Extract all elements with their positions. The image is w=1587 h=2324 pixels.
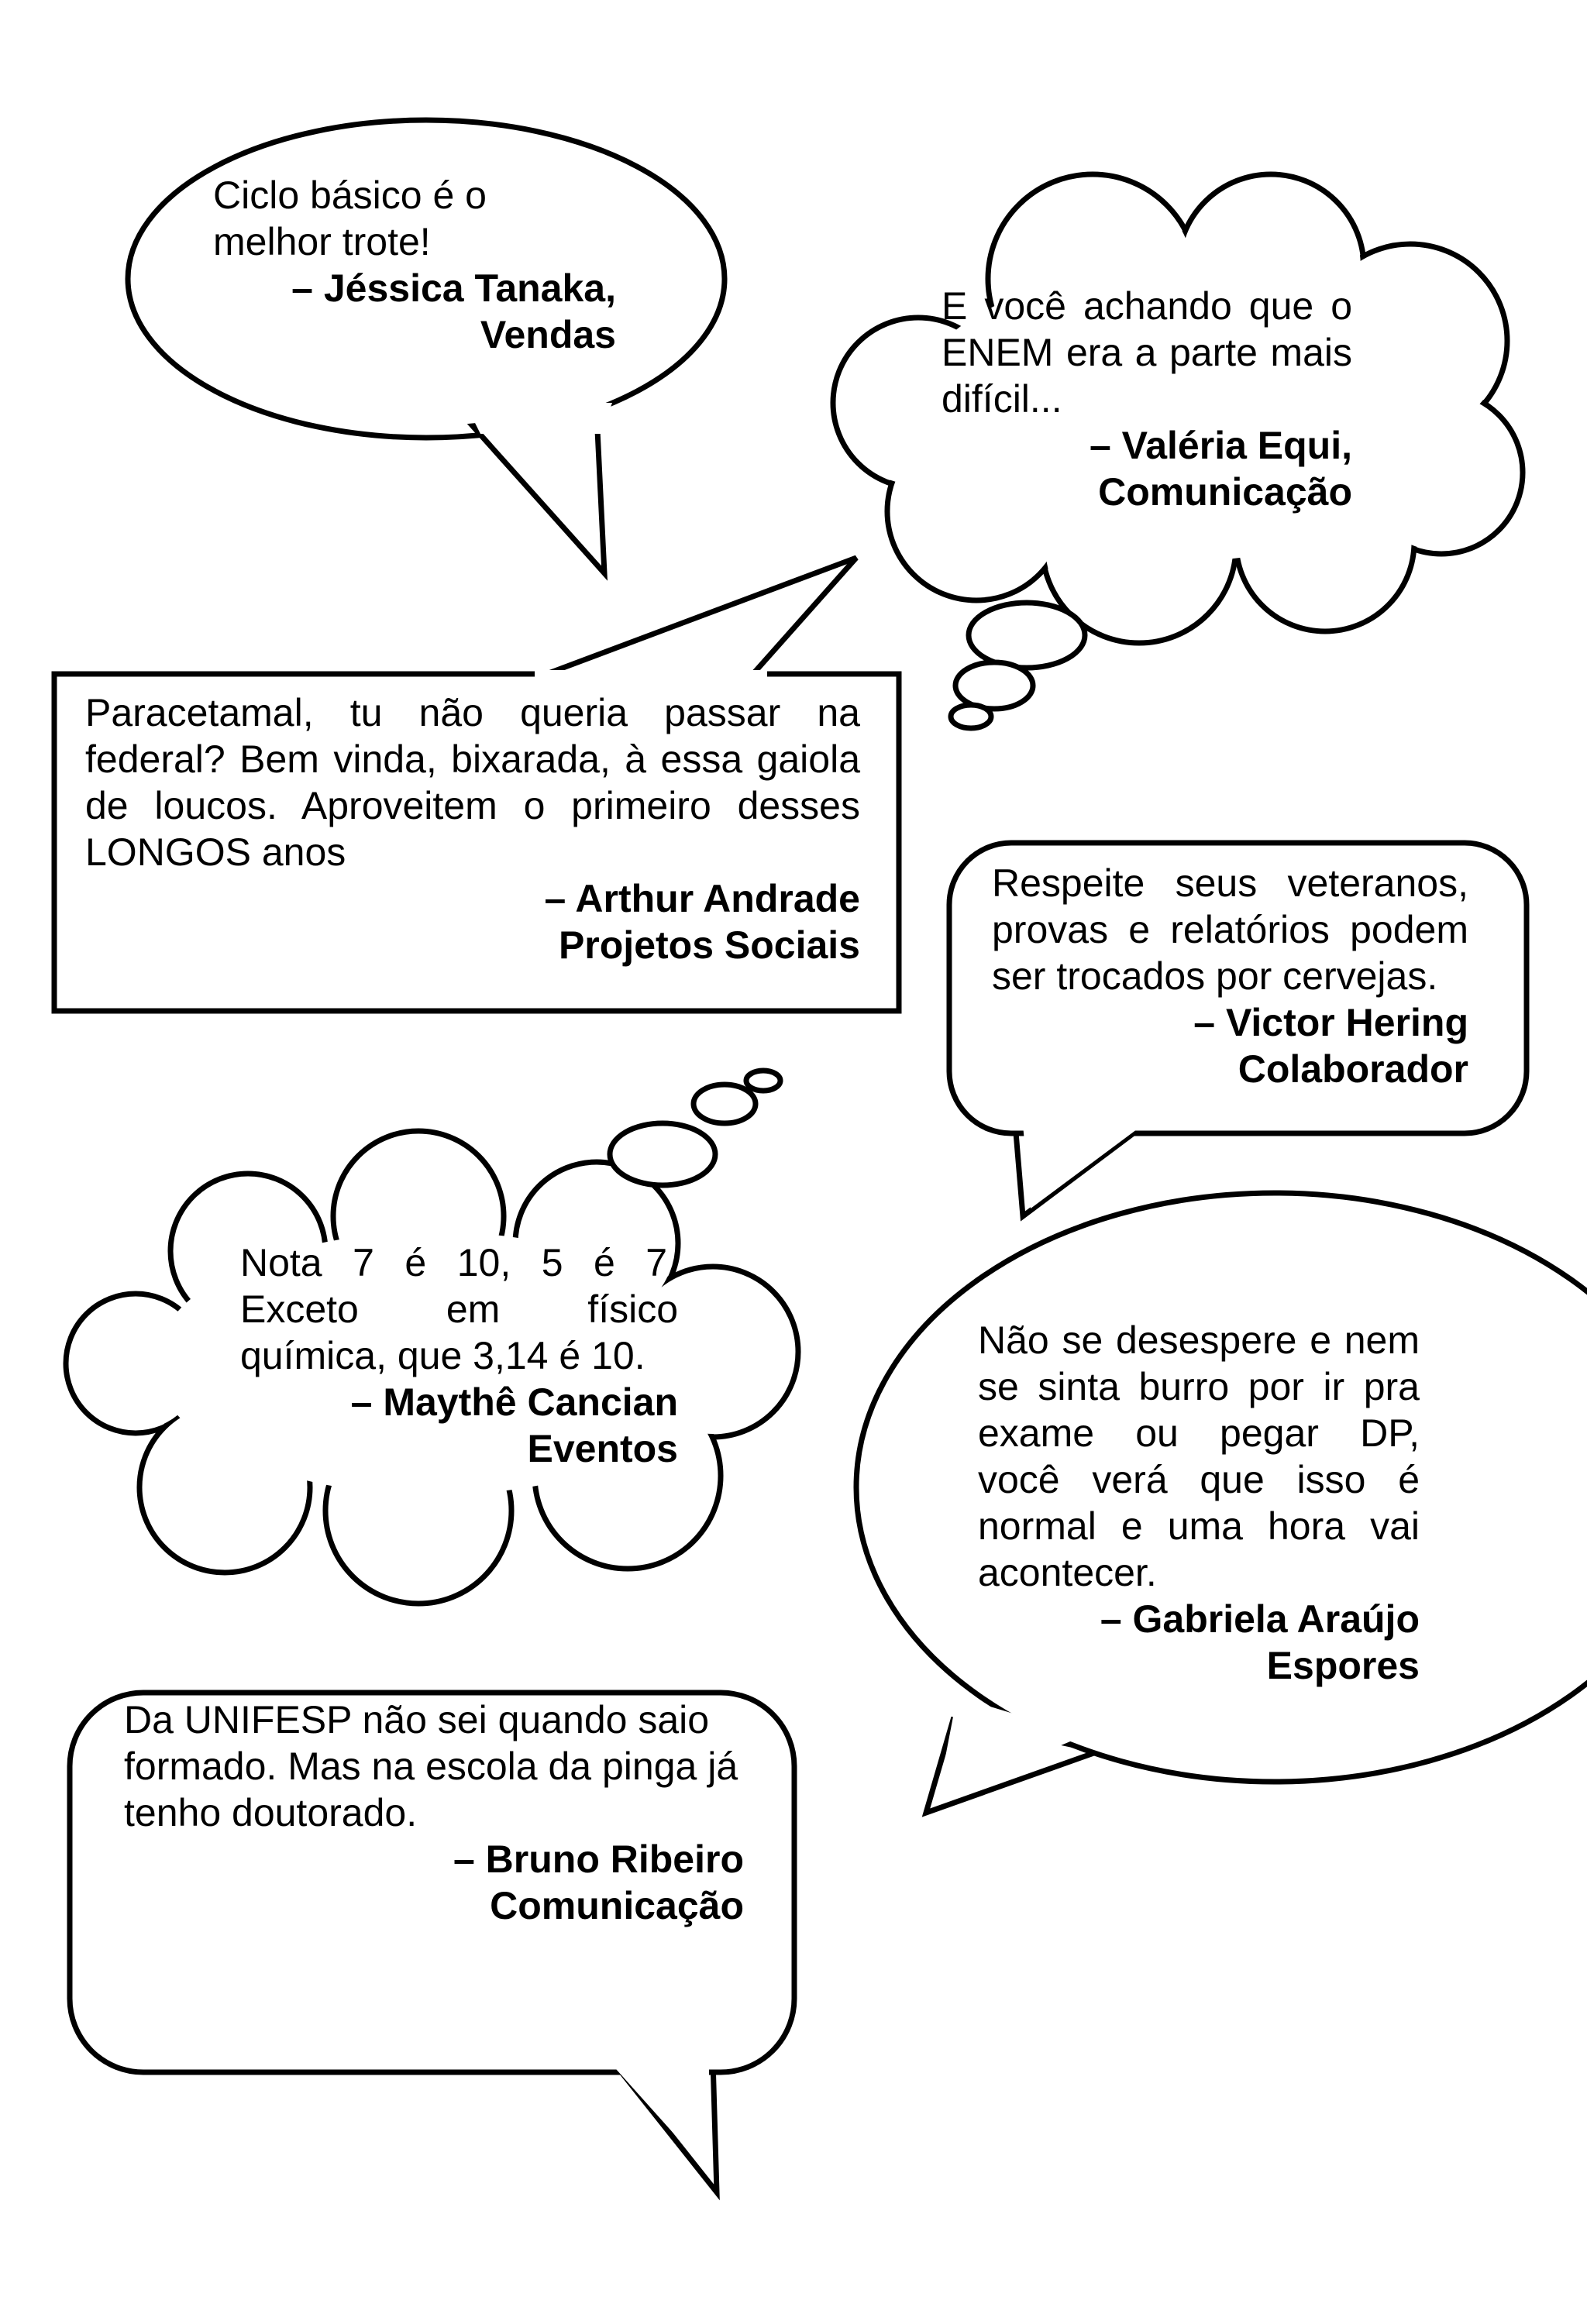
quote-group: Projetos Sociais [558, 923, 860, 967]
quote-text: Respeite seus veteranos, provas e relatórios podem ser trocados por cervejas. [992, 861, 1468, 998]
quote-author: – Jéssica Tanaka, [291, 266, 616, 310]
quote-group: Vendas [480, 313, 616, 356]
quote-group: Colaborador [1238, 1047, 1468, 1091]
quote-mayth-cancian [240, 1239, 678, 1472]
quote-gabriela-araujo [978, 1317, 1420, 1689]
quote-author: – Victor Hering [1193, 1001, 1468, 1044]
quote-group: Espores [1266, 1644, 1420, 1687]
quote-text: Da UNIFESP não sei quando saio formado. Mas na escola da pinga já tenho doutorado. [124, 1698, 738, 1834]
quote-group: Comunicação [1098, 470, 1352, 514]
quote-valeria-equi [942, 283, 1352, 515]
quote-text: Não se desespere e nem se sinta burro por ir pra exame ou pegar DP, você verá que isso é normal e uma hora vai acontecer. [978, 1318, 1420, 1594]
quote-bruno-ribeiro [124, 1697, 744, 1929]
quote-text: E você achando que o ENEM era a parte mais difícil... [942, 284, 1352, 421]
quote-author: – Arthur Andrade [544, 877, 860, 920]
quote-author: – Maythê Cancian [350, 1380, 678, 1424]
quote-author: – Valéria Equi, [1089, 424, 1352, 467]
quote-group: Comunicação [490, 1884, 744, 1927]
quote-victor-hering [992, 860, 1468, 1092]
quote-text-line: Ciclo básico é o [213, 174, 487, 217]
quote-text: Nota 7 é 10, 5 é 7. Exceto em físico química, que 3,14 é 10. [240, 1241, 678, 1377]
quote-author: – Bruno Ribeiro [453, 1838, 744, 1881]
quote-author: – Gabriela Araújo [1100, 1597, 1420, 1641]
quote-jessica-tanaka [213, 172, 616, 358]
quote-text-line: melhor trote! [213, 220, 431, 263]
quote-arthur-andrade [85, 689, 860, 968]
quote-group: Eventos [527, 1427, 678, 1470]
quote-text: Paracetamal, tu não queria passar na federal? Bem vinda, bixarada, à essa gaiola de loucos. Aproveitem o primeiro desses LONGOS anos [85, 691, 860, 874]
